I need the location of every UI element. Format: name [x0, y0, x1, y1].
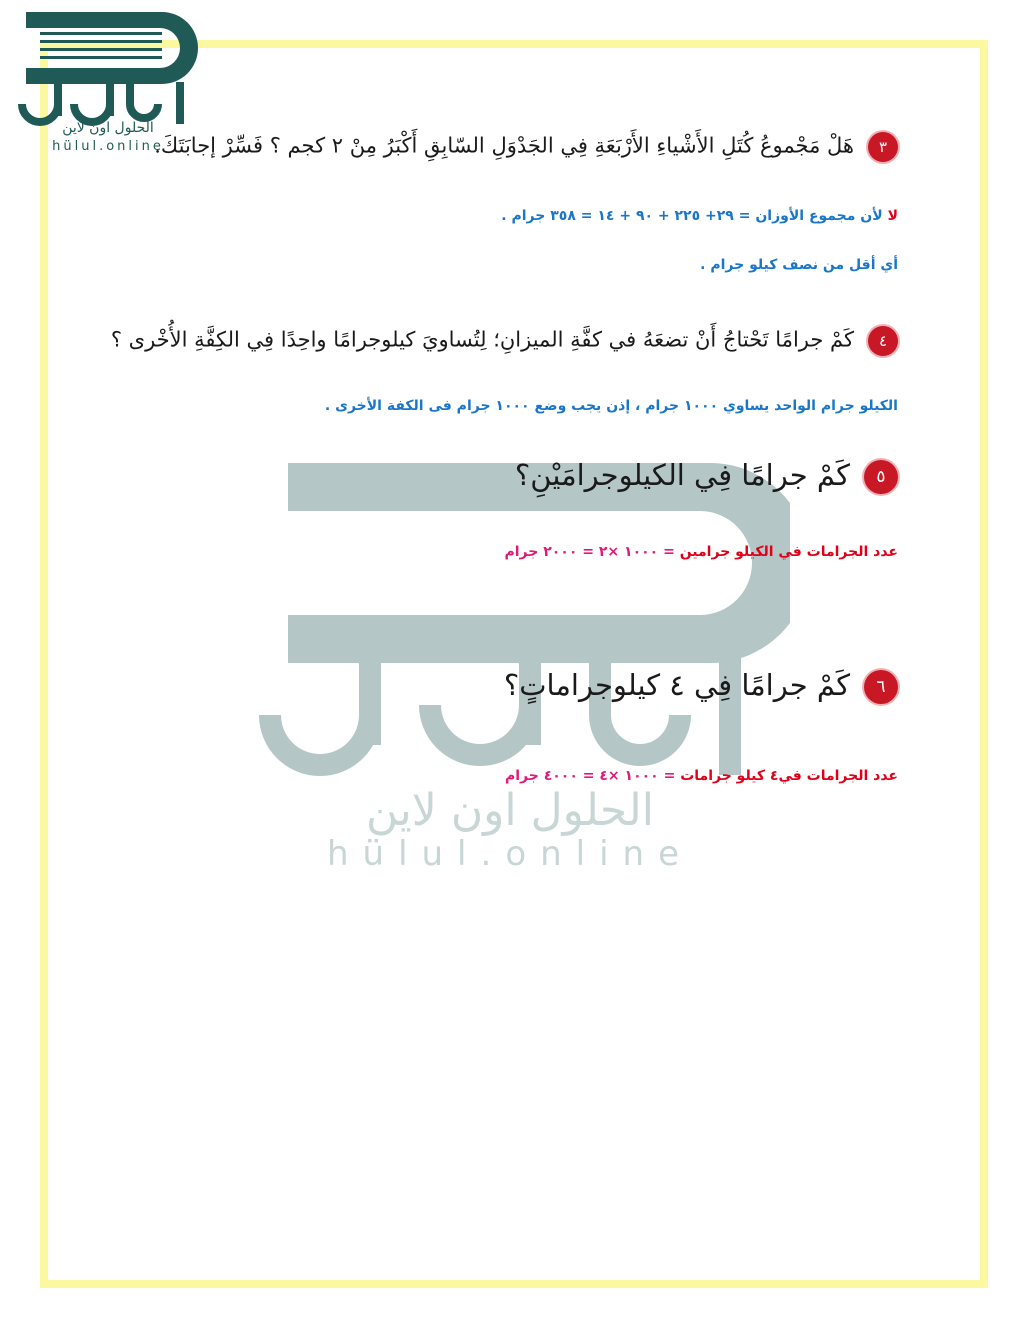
- answer-6: [505, 768, 898, 784]
- question-text: هَلْ مَجْموعُ كُتَلِ الأَشْياءِ الأَرْبَعَةِ فِي الجَدْوَلِ السّابِقِ أَكْبَرُ مِنْ ٢ كجم ؟ فَسِّرْ إجابَتَكَ.: [154, 133, 854, 158]
- question-text: كَمْ جرامًا فِي ٤ كيلوجراماتٍ؟: [503, 668, 850, 702]
- answer-prefix: عدد الجرامات في٤ كيلو جرامات: [680, 768, 898, 784]
- answer-equation: = ١٠٠٠ ×٤ = ٤٠٠٠ جرام: [504, 768, 681, 784]
- question-number-badge: ٣: [868, 132, 898, 162]
- watermark-logo: [230, 455, 790, 875]
- answer-4: الكيلو جرام الواحد يساوي ١٠٠٠ جرام ، إذن يجب وضع ١٠٠٠ جرام فى الكفة الأخرى .: [324, 398, 898, 414]
- question-text: كَمْ جرامًا تَحْتاجُ أَنْ تضعَهُ في كفَّةِ الميزانِ؛ لِتُساويَ كيلوجرامًا واحِدًا فِي الكِفَّةِ الأُخْرى ؟: [110, 327, 854, 352]
- watermark-latin-text: hülul.online: [326, 834, 694, 874]
- question-4: [111, 326, 898, 356]
- logo-arabic-text: الحلول اون لاين: [62, 120, 154, 136]
- answer-equation: = ١٠٠٠ ×٢ = ٢٠٠٠ جرام: [504, 544, 680, 560]
- answer-text: لأن مجموع الأوزان = ٢٩+ ٢٢٥ + ٩٠ + ١٤ = ٣٥٨ جرام .: [501, 208, 888, 224]
- question-3: [154, 132, 898, 162]
- answer-3-line-1: [501, 208, 898, 224]
- question-5: [515, 458, 898, 494]
- watermark-arabic-text: الحلول اون لاين: [366, 785, 654, 836]
- question-number-badge: ٥: [864, 460, 898, 494]
- question-6: [504, 668, 898, 704]
- answer-prefix: عدد الجرامات في الكيلو جرامين: [679, 544, 898, 560]
- answer-5: [504, 544, 898, 560]
- logo-latin-text: hülul.online: [52, 139, 164, 154]
- answer-lead-word: لا: [887, 208, 898, 224]
- question-text: كَمْ جرامًا فِي الكيلوجرامَيْنِ؟: [514, 458, 850, 492]
- question-number-badge: ٤: [868, 326, 898, 356]
- answer-3-line-2: أي أقل من نصف كيلو جرام .: [700, 257, 898, 273]
- question-number-badge: ٦: [864, 670, 898, 704]
